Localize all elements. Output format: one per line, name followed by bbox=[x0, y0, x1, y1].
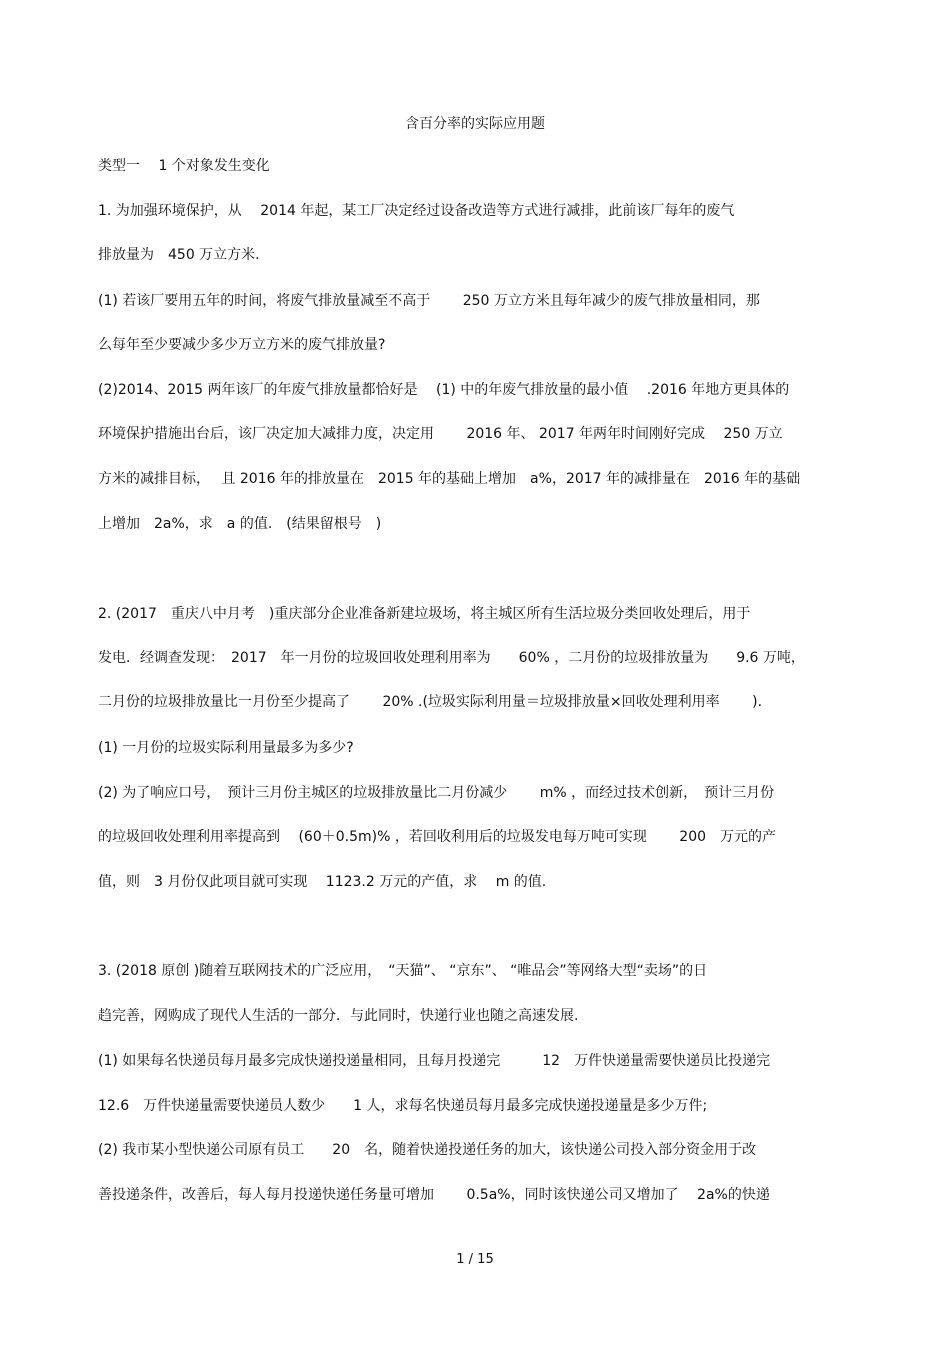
problem-2-line: 的垃圾回收处理利用率提高到 (60＋0.5m)% ，若回收利用后的垃圾发电每万吨可实现 200 万元的产 bbox=[98, 829, 777, 845]
problem-1-line: (1) 若该厂要用五年的时间，将废气排放量减至不高于 250 万立方米且每年减少的废气排放量相同，那 bbox=[98, 293, 760, 309]
problem-1-line: (2)2014、2015 两年该厂的年废气排放量都恰好是 (1) 中的年废气排放量的最小值 .2016 年地方更具体的 bbox=[98, 382, 790, 398]
problem-1-line: 上增加 2a%，求 a 的值. (结果留根号 ) bbox=[98, 516, 382, 532]
section-heading: 类型一 1 个对象发生变化 bbox=[98, 158, 270, 174]
problem-3-line: 3. (2018 原创 )随着互联网技术的广泛应用， “天猫”、 “京东”、 “唯品会”等网络大型“卖场”的日 bbox=[98, 963, 708, 979]
problem-1-line: 么每年至少要减少多少万立方米的废气排放量? bbox=[98, 337, 386, 353]
problem-1-line: 1. 为加强环境保护，从 2014 年起，某工厂决定经过设备改造等方式进行减排，此前该厂每年的废气 bbox=[98, 203, 735, 219]
page-title: 含百分率的实际应用题 bbox=[405, 116, 545, 132]
problem-2-line: 值，则 3 月份仅此项目就可实现 1123.2 万元的产值，求 m 的值. bbox=[98, 874, 547, 890]
problem-3-line: (2) 我市某小型快递公司原有员工 20 名，随着快递投递任务的加大，该快递公司投入部分资金用于改 bbox=[98, 1142, 757, 1158]
problem-3-line: (1) 如果每名快递员每月最多完成快递投递量相同，且每月投递完 12 万件快递量需要快递员比投递完 bbox=[98, 1053, 771, 1069]
problem-2-line: 二月份的垃圾排放量比一月份至少提高了 20% .(垃圾实际利用量＝垃圾排放量×回收处理利用率 ). bbox=[98, 694, 763, 710]
problem-3-line: 12.6 万件快递量需要快递员人数少 1 人，求每名快递员每月最多完成快递投递量是多少万件; bbox=[98, 1098, 708, 1114]
problem-2-line: (1) 一月份的垃圾实际利用量最多为多少? bbox=[98, 740, 354, 756]
problem-2-line: (2) 为了响应口号， 预计三月份主城区的垃圾排放量比二月份减少 m% ，而经过技术创新， 预计三月份 bbox=[98, 785, 775, 801]
problem-1-line: 环境保护措施出台后，该厂决定加大减排力度，决定用 2016 年、 2017 年两年时间刚好完成 250 万立 bbox=[98, 426, 783, 442]
problem-1-line: 排放量为 450 万立方米. bbox=[98, 247, 260, 263]
problem-2-line: 发电．经调查发现： 2017 年一月份的垃圾回收处理利用率为 60% ，二月份的垃圾排放量为 9.6 万吨， bbox=[98, 650, 805, 666]
problem-2-line: 2. (2017 重庆八中月考 )重庆部分企业准备新建垃圾场，将主城区所有生活垃圾分类回收处理后，用于 bbox=[98, 606, 751, 622]
problem-3-line: 趋完善，网购成了现代人生活的一部分．与此同时，快递行业也随之高速发展. bbox=[98, 1008, 579, 1024]
problem-3-line: 善投递条件，改善后，每人每月投递快递任务量可增加 0.5a%，同时该快递公司又增加了 2a%的快递 bbox=[98, 1187, 770, 1203]
problem-1-line: 方米的减排目标， 且 2016 年的排放量在 2015 年的基础上增加 a%，2017 年的减排量在 2016 年的基础 bbox=[98, 471, 801, 487]
page-number: 1 / 15 bbox=[456, 1252, 494, 1267]
